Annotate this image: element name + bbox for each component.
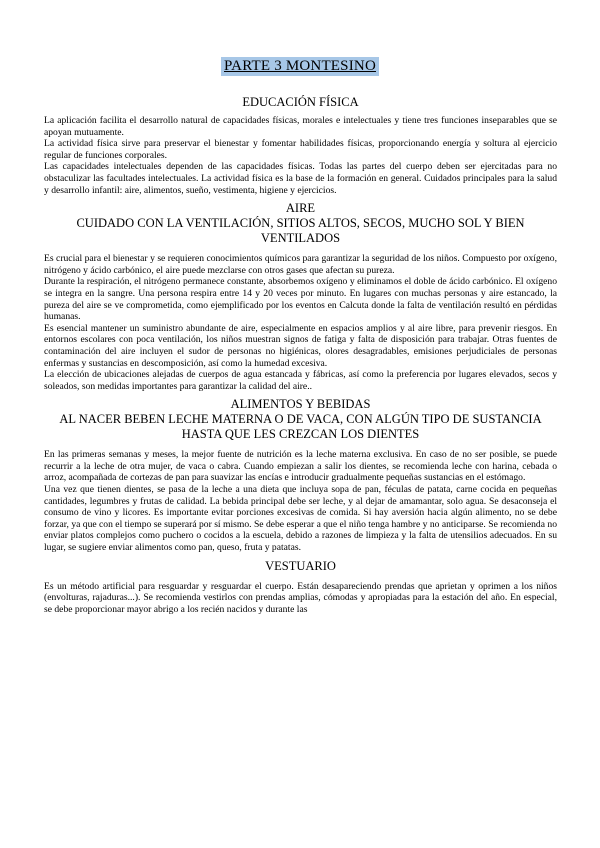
- paragraph: Las capacidades intelectuales dependen de las capacidades físicas. Todas las partes del cuerpo deben ser ejercitadas para no obstaculizar las facultades intelectuales. La actividad física es la base de la formación en general. Cuidados principales para la salud y desarrollo infantil: aire, alimentos, sueño, vestimenta, higiene y ejercicios.: [44, 161, 557, 196]
- title-container: [0, 57, 600, 76]
- paragraph: En las primeras semanas y meses, la mejor fuente de nutrición es la leche materna exclusiva. En caso de no ser posible, se puede recurrir a la leche de otra mujer, de vaca o cabra. Cuando empiezan a salir los dientes, se recomienda leche con harina, cebada o arroz, acompañada de cortezas de pan para suavizar las encías e introducir gradualmente pequeñas sustancias en el estómago.: [44, 449, 557, 484]
- paragraph: La elección de ubicaciones alejadas de cuerpos de agua estancada y fábricas, así como la preferencia por lugares elevados, secos y soleados, son medidas importantes para garantizar la calidad del aire..: [44, 369, 557, 392]
- heading-vestuario: VESTUARIO: [265, 558, 336, 573]
- page-title: PARTE 3 MONTESINO: [221, 57, 379, 76]
- heading-educacion-fisica: EDUCACIÓN FÍSICA: [242, 95, 359, 109]
- paragraph: Es esencial mantener un suministro abundante de aire, especialmente en espacios amplios y al aire libre, para prevenir riesgos. En entornos escolares con poca ventilación, los niños muestran signos de fatiga y falta de disposición para trabajar. Otras fuentes de contaminación del aire incluyen el sudor de personas no higiénicas, olores desagradables, emisiones perjudiciales de personas enfermas y sustancias en descomposición, así como la humedad excesiva.: [44, 322, 557, 369]
- subheading-alimentos: AL NACER BEBEN LECHE MATERNA O DE VACA, CON ALGÚN TIPO DE SUSTANCIA HASTA QUE LES CREZCAN LOS DIENTES: [59, 412, 542, 442]
- document-body: [44, 95, 557, 615]
- heading-aire: AIRE: [285, 201, 316, 216]
- paragraph: Es crucial para el bienestar y se requieren conocimientos químicos para garantizar la seguridad de los niños. Compuesto por oxígeno, nitrógeno y ácido carbónico, el aire puede mezclarse con otros gases que afectan su pureza.: [44, 253, 557, 276]
- paragraph: La aplicación facilita el desarrollo natural de capacidades físicas, morales e intelectuales y tiene tres funciones inseparables que se apoyan mutuamente.: [44, 115, 557, 138]
- heading-alimentos: ALIMENTOS Y BEBIDAS: [230, 397, 371, 412]
- paragraph: Una vez que tienen dientes, se pasa de la leche a una dieta que incluya sopa de pan, féculas de patata, carne cocida en pequeñas cantidades, legumbres y frutas de calidad. La bebida principal debe ser leche, y al dejar de amamantar, solo agua. Se desaconseja el consumo de vino y licores. Es importante evitar porciones excesivas de comida. Si hay aversión hacia algún alimento, no se debe forzar, ya que con el tiempo se superará por sí mismo. Se debe esperar a que el niño tenga hambre y no anticiparse. Se recomienda no enviar platos complejos como puchero o cocidos a la escuela, debido a razones de limpieza y la falta de utensilios adecuados. En su lugar, se sugiere enviar alimentos como pan, queso, fruta y patatas.: [44, 484, 557, 554]
- paragraph: Es un método artificial para resguardar y resguardar el cuerpo. Están desapareciendo prendas que aprietan y oprimen a los niños (envolturas, rajaduras...). Se recomienda vestirlos con prendas amplias, cómodas y apropiadas para la estación del año. En especial, se debe proporcionar mayor abrigo a los recién nacidos y durante las: [44, 580, 557, 615]
- paragraph: Durante la respiración, el nitrógeno permanece constante, absorbemos oxígeno y eliminamos el doble de ácido carbónico. El oxígeno se integra en la sangre. Una persona respira entre 14 y 20 veces por minuto. En lugares con muchas personas y aire estancado, la pureza del aire se ve comprometida, como ejemplificado por los eventos en Calcuta donde la falta de ventilación resultó en pérdidas humanas.: [44, 276, 557, 323]
- subheading-aire: CUIDADO CON LA VENTILACIÓN, SITIOS ALTOS, SECOS, MUCHO SOL Y BIEN VENTILADOS: [76, 216, 525, 246]
- paragraph: La actividad física sirve para preservar el bienestar y fomentar habilidades físicas, proporcionando energía y soltura al ejercicio regular de funciones corporales.: [44, 138, 557, 161]
